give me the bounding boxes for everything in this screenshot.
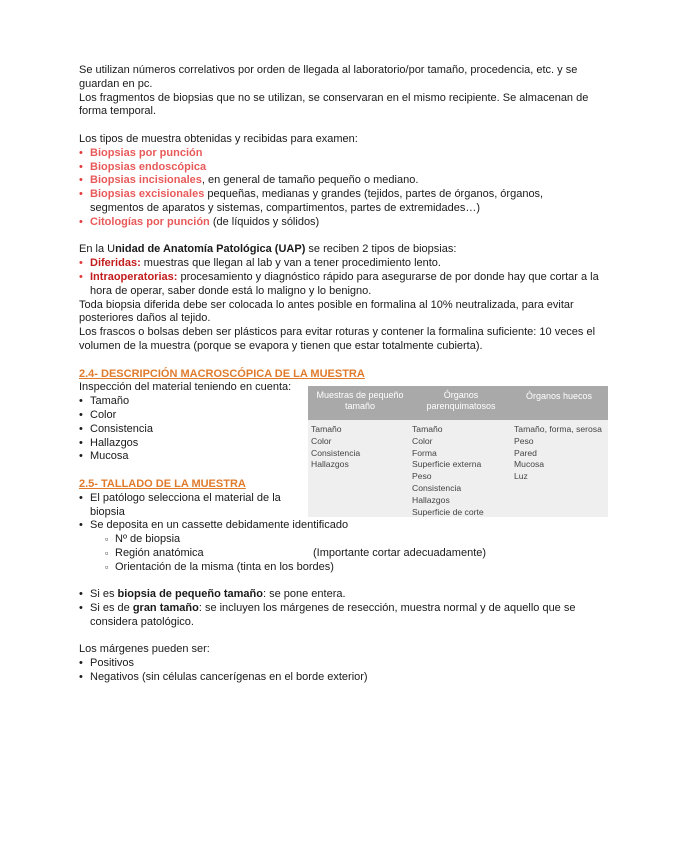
section-heading-2-4: 2.4- DESCRIPCIÓN MACROSCÓPICA DE LA MUESTRA	[79, 367, 365, 380]
list-item: • Si es de gran tamaño: se incluyen los márgenes de resección, muestra normal y de aquello que se considera patológico.	[79, 602, 576, 628]
list-item: • Tamaño	[79, 395, 130, 408]
bullet-icon: •	[79, 422, 83, 435]
tipos-title: Los tipos de muestra obtenidas y recibidas para examen:	[79, 132, 358, 145]
table-cell: Pared	[514, 447, 537, 458]
table-header	[308, 386, 608, 420]
list-item: • Biopsias endoscópica	[79, 160, 207, 173]
table-header-cell: Muestras de pequeño tamaño	[316, 390, 404, 411]
table-cell: Tamaño	[412, 424, 443, 434]
hollow-square-bullet-icon: ▫	[105, 547, 109, 558]
table-header-cell: Órganos parenquimatosos	[426, 390, 496, 411]
list-item: • Diferidas: muestras que llegan al lab y van a tener procedimiento lento.	[79, 257, 441, 270]
margenes-title: Los márgenes pueden ser:	[79, 643, 210, 656]
list-item: • Mucosa	[79, 450, 129, 463]
intro-paragraph-2: Los fragmentos de biopsias que no se utilizan, se conservaran en el mismo recipiente. Se almacenan de forma temporal.	[79, 91, 589, 118]
bullet-icon: •	[79, 450, 83, 463]
bullet-icon: •	[79, 160, 83, 173]
table-cell: Luz	[514, 471, 528, 482]
table-cell: Hallazgos	[311, 459, 349, 470]
table-header-cell: Órganos huecos	[525, 391, 593, 401]
uap-paragraph-2: Los frascos o bolsas deben ser plásticos para evitar roturas y contener la formalina suficiente: 10 veces el volumen de la muestra (porque se evapora y tienen que estar totalmente cubierta).	[79, 326, 596, 352]
list-item: • Si es biopsia de pequeño tamaño: se pone entera.	[79, 588, 346, 601]
table-cell: Tamaño, forma, serosa	[514, 424, 602, 434]
bullet-icon: •	[79, 188, 83, 201]
bullet-icon: •	[79, 215, 83, 228]
table-cell: Superficie externa	[412, 459, 482, 470]
bullet-icon: •	[79, 671, 83, 684]
list-item: • Color	[79, 408, 117, 421]
sub-list-item: ▫ Región anatómica (Importante cortar adecuadamente)	[105, 546, 487, 559]
uap-intro: En la Unidad de Anatomía Patológica (UAP) se reciben 2 tipos de biopsias:	[79, 243, 457, 256]
sub-list-item: ▫ Orientación de la misma (tinta en los bordes)	[105, 560, 334, 573]
hollow-square-bullet-icon: ▫	[105, 534, 109, 545]
table-cell: Peso	[514, 435, 534, 446]
list-item: • Hallazgos	[79, 436, 139, 449]
bullet-icon: •	[79, 436, 83, 449]
document-page	[79, 64, 599, 685]
macroscopic-table-image	[308, 386, 608, 517]
table-cell: Consistencia	[311, 447, 361, 458]
table-cell: Peso	[412, 471, 432, 482]
table-cell: Forma	[412, 447, 437, 458]
table-cell: Consistencia	[412, 482, 462, 493]
list-item: • Biopsias incisionales, en general de tamaño pequeño o mediano.	[79, 174, 419, 187]
table-column	[412, 424, 484, 518]
hollow-square-bullet-icon: ▫	[105, 561, 109, 572]
bullet-icon: •	[79, 657, 83, 670]
list-item: • Biopsias excisionales pequeñas, medianas y grandes (tejidos, partes de órganos, órganos, segmentos de aparatos y sistemas, compartimentos, partes de extremidades…)	[79, 188, 544, 214]
bullet-icon: •	[79, 270, 83, 283]
list-item: • El patólogo selecciona el material de la biopsia	[79, 491, 281, 518]
bullet-icon: •	[79, 146, 83, 159]
table-cell: Mucosa	[514, 459, 545, 470]
section-heading-2-5: 2.5- TALLADO DE LA MUESTRA	[79, 477, 246, 490]
table-cell: Color	[311, 435, 332, 446]
list-item: • Consistencia	[79, 422, 153, 435]
bullet-icon: •	[79, 602, 83, 615]
bullet-icon: •	[79, 257, 83, 270]
list-item: • Biopsias por punción	[79, 146, 203, 159]
table-cell: Tamaño	[311, 424, 342, 434]
table-cell: Color	[412, 435, 433, 446]
bullet-icon: •	[79, 408, 83, 421]
list-item: • Se deposita en un cassette debidamente identificado	[79, 519, 349, 532]
s24-intro: Inspección del material teniendo en cuenta:	[79, 381, 292, 394]
bullet-icon: •	[79, 491, 83, 504]
list-item: • Negativos (sin células cancerígenas en el borde exterior)	[79, 671, 368, 684]
list-item: • Intraoperatorias: procesamiento y diagnóstico rápido para asegurarse de por donde hay que cortar a la hora de operar, saber donde está lo maligno y lo benigno.	[79, 270, 599, 297]
table-cell: Superficie de corte	[412, 506, 484, 517]
table-cell: Hallazgos	[412, 494, 450, 505]
table-column	[514, 424, 602, 483]
intro-paragraph-1: Se utilizan números correlativos por orden de llegada al laboratorio/por tamaño, procedencia, etc. y se guardan en pc.	[79, 64, 578, 90]
uap-paragraph-1: Toda biopsia diferida debe ser colocada lo antes posible en formalina al 10% neutralizada, para evitar posteriores daños al tejido.	[79, 298, 574, 325]
bullet-icon: •	[79, 519, 83, 532]
bullet-icon: •	[79, 588, 83, 601]
list-item: • Citologías por punción (de líquidos y sólidos)	[79, 215, 320, 228]
list-item: • Positivos	[79, 657, 135, 670]
bullet-icon: •	[79, 174, 83, 187]
bullet-icon: •	[79, 395, 83, 408]
table-column	[311, 424, 360, 471]
sub-list-item: ▫ Nº de biopsia	[105, 533, 181, 546]
